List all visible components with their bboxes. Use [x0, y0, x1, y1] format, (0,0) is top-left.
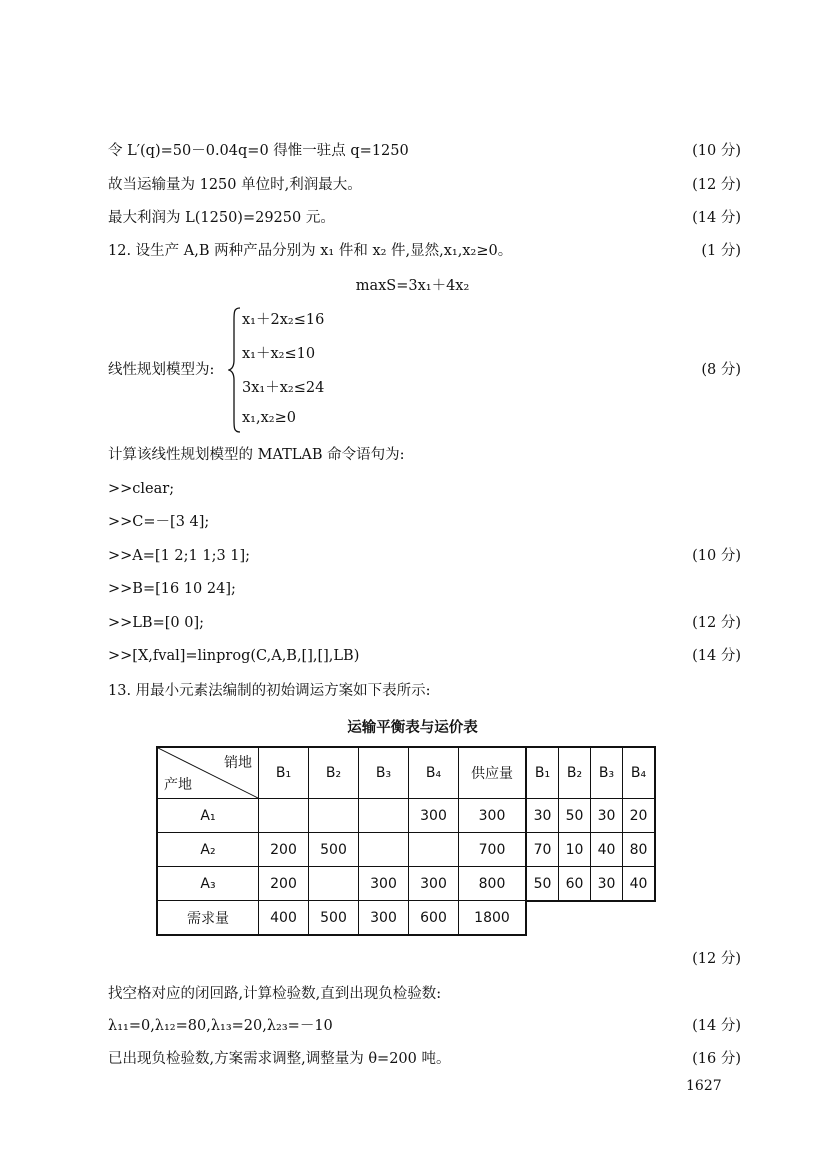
- table-cell: 30: [591, 867, 623, 902]
- transport-cost-table: [525, 746, 656, 902]
- line-text: 最大利润为 L(1250)=29250 元。: [108, 210, 335, 226]
- code-text: >>[X,fval]=linprog(C,A,B,[],[],LB): [108, 648, 360, 664]
- line-max-profit: [108, 207, 741, 229]
- table-cell: [359, 833, 409, 867]
- score-label: (12 分): [692, 615, 741, 631]
- table-header-row: [526, 747, 655, 799]
- line-q13: [108, 680, 741, 702]
- constraint-system: [228, 306, 368, 434]
- closing-line: [108, 983, 741, 1005]
- model-label: 线性规划模型为:: [108, 362, 215, 378]
- constraint-1: x₁＋2x₂≤16: [242, 312, 325, 328]
- diagonal-header-cell: [157, 747, 259, 799]
- table-cell: [259, 799, 309, 833]
- table-cell: 1800: [459, 901, 527, 936]
- line-q12: [108, 240, 741, 262]
- table-cell: 10: [559, 833, 591, 867]
- score-label: (12 分): [692, 951, 741, 967]
- table-cell: 200: [259, 867, 309, 901]
- table-cell: 50: [526, 867, 559, 902]
- header-cell: 供应量: [459, 747, 527, 799]
- line-text: 计算该线性规划模型的 MATLAB 命令语句为:: [108, 447, 405, 463]
- table-cell: 300: [409, 799, 459, 833]
- row-label: A₂: [157, 833, 259, 867]
- line-stationary-point: [108, 140, 741, 162]
- score-label: (8 分): [701, 362, 741, 378]
- line-text: 故当运输量为 1250 单位时,利润最大。: [108, 177, 362, 193]
- table-header-row: [157, 747, 526, 799]
- table-cell: 700: [459, 833, 527, 867]
- table-cell: 40: [591, 833, 623, 867]
- header-cell: B₁: [259, 747, 309, 799]
- table-cell: 30: [526, 799, 559, 833]
- matlab-line: [108, 612, 741, 634]
- matlab-intro: [108, 444, 741, 466]
- row-label: A₃: [157, 867, 259, 901]
- table-cell: [309, 799, 359, 833]
- score-label: (14 分): [692, 210, 741, 226]
- code-text: >>clear;: [108, 481, 175, 497]
- score-label: (12 分): [692, 177, 741, 193]
- matlab-line: [108, 645, 741, 667]
- corner-top-label: 销地: [224, 755, 252, 771]
- matlab-line: [108, 511, 741, 533]
- line-text: 已出现负检验数,方案需求调整,调整量为 θ=200 吨。: [108, 1051, 451, 1067]
- score-label: (1 分): [701, 243, 741, 259]
- table-cell: 50: [559, 799, 591, 833]
- table-cell: 200: [259, 833, 309, 867]
- line-text: λ₁₁=0,λ₁₂=80,λ₁₃=20,λ₂₃=－10: [108, 1018, 333, 1034]
- table-row: [157, 867, 526, 901]
- score-label: (14 分): [692, 648, 741, 664]
- table-cell: [309, 867, 359, 901]
- table-cell: 800: [459, 867, 527, 901]
- score-label: (10 分): [692, 548, 741, 564]
- header-cell: B₄: [409, 747, 459, 799]
- model-line: [108, 359, 741, 381]
- table-cell: [409, 833, 459, 867]
- table-cell: [359, 799, 409, 833]
- header-cell: B₃: [591, 747, 623, 799]
- objective-function: maxS=3x₁＋4x₂: [355, 278, 470, 294]
- header-cell: B₃: [359, 747, 409, 799]
- score-label: (14 分): [692, 1018, 741, 1034]
- code-text: >>B=[16 10 24];: [108, 581, 236, 597]
- matlab-line: [108, 478, 741, 500]
- table-cell: 400: [259, 901, 309, 936]
- page-number: 1627: [686, 1078, 722, 1094]
- table-cell: 500: [309, 901, 359, 936]
- line-text: 12. 设生产 A,B 两种产品分别为 x₁ 件和 x₂ 件,显然,x₁,x₂≥0。: [108, 243, 513, 259]
- code-text: >>C=－[3 4];: [108, 514, 210, 530]
- table-cell: 20: [623, 799, 656, 833]
- line-max-profit-quantity: [108, 174, 741, 196]
- constraint-3: 3x₁＋x₂≤24: [242, 380, 325, 396]
- line-text: 13. 用最小元素法编制的初始调运方案如下表所示:: [108, 683, 431, 699]
- row-label: 需求量: [157, 901, 259, 936]
- transport-balance-table: [156, 746, 527, 936]
- code-text: >>LB=[0 0];: [108, 615, 204, 631]
- table-cell: 80: [623, 833, 656, 867]
- constraint-2: x₁＋x₂≤10: [242, 346, 316, 362]
- code-text: >>A=[1 2;1 1;3 1];: [108, 548, 251, 564]
- table-row: [157, 833, 526, 867]
- table-title: 运输平衡表与运价表: [347, 720, 478, 736]
- table-cell: 300: [359, 901, 409, 936]
- score-label: (10 分): [692, 143, 741, 159]
- table-cell: 600: [409, 901, 459, 936]
- header-cell: B₂: [559, 747, 591, 799]
- left-brace-icon: [228, 306, 242, 434]
- table-cell: 500: [309, 833, 359, 867]
- table-cell: 300: [409, 867, 459, 901]
- line-text: 令 L′(q)=50－0.04q=0 得惟一驻点 q=1250: [108, 143, 409, 159]
- row-label: A₁: [157, 799, 259, 833]
- constraint-nonneg: x₁,x₂≥0: [242, 410, 296, 426]
- table-cell: 300: [459, 799, 527, 833]
- line-text: 找空格对应的闭回路,计算检验数,直到出现负检验数:: [108, 986, 442, 1002]
- table-cell: 300: [359, 867, 409, 901]
- closing-line: [108, 1015, 741, 1037]
- table-row: [526, 867, 655, 902]
- header-cell: B₂: [309, 747, 359, 799]
- matlab-line: [108, 578, 741, 600]
- header-cell: B₄: [623, 747, 656, 799]
- table-row: [526, 833, 655, 867]
- table-row: [526, 799, 655, 833]
- header-cell: B₁: [526, 747, 559, 799]
- score-after-table-line: [108, 948, 741, 970]
- table-cell: 40: [623, 867, 656, 902]
- closing-line: [108, 1048, 741, 1070]
- score-label: (16 分): [692, 1051, 741, 1067]
- table-row: [157, 799, 526, 833]
- table-cell: 30: [591, 799, 623, 833]
- table-cell: 60: [559, 867, 591, 902]
- table-row: [157, 901, 526, 936]
- corner-bottom-label: 产地: [164, 777, 192, 793]
- matlab-line: [108, 545, 741, 567]
- table-cell: 70: [526, 833, 559, 867]
